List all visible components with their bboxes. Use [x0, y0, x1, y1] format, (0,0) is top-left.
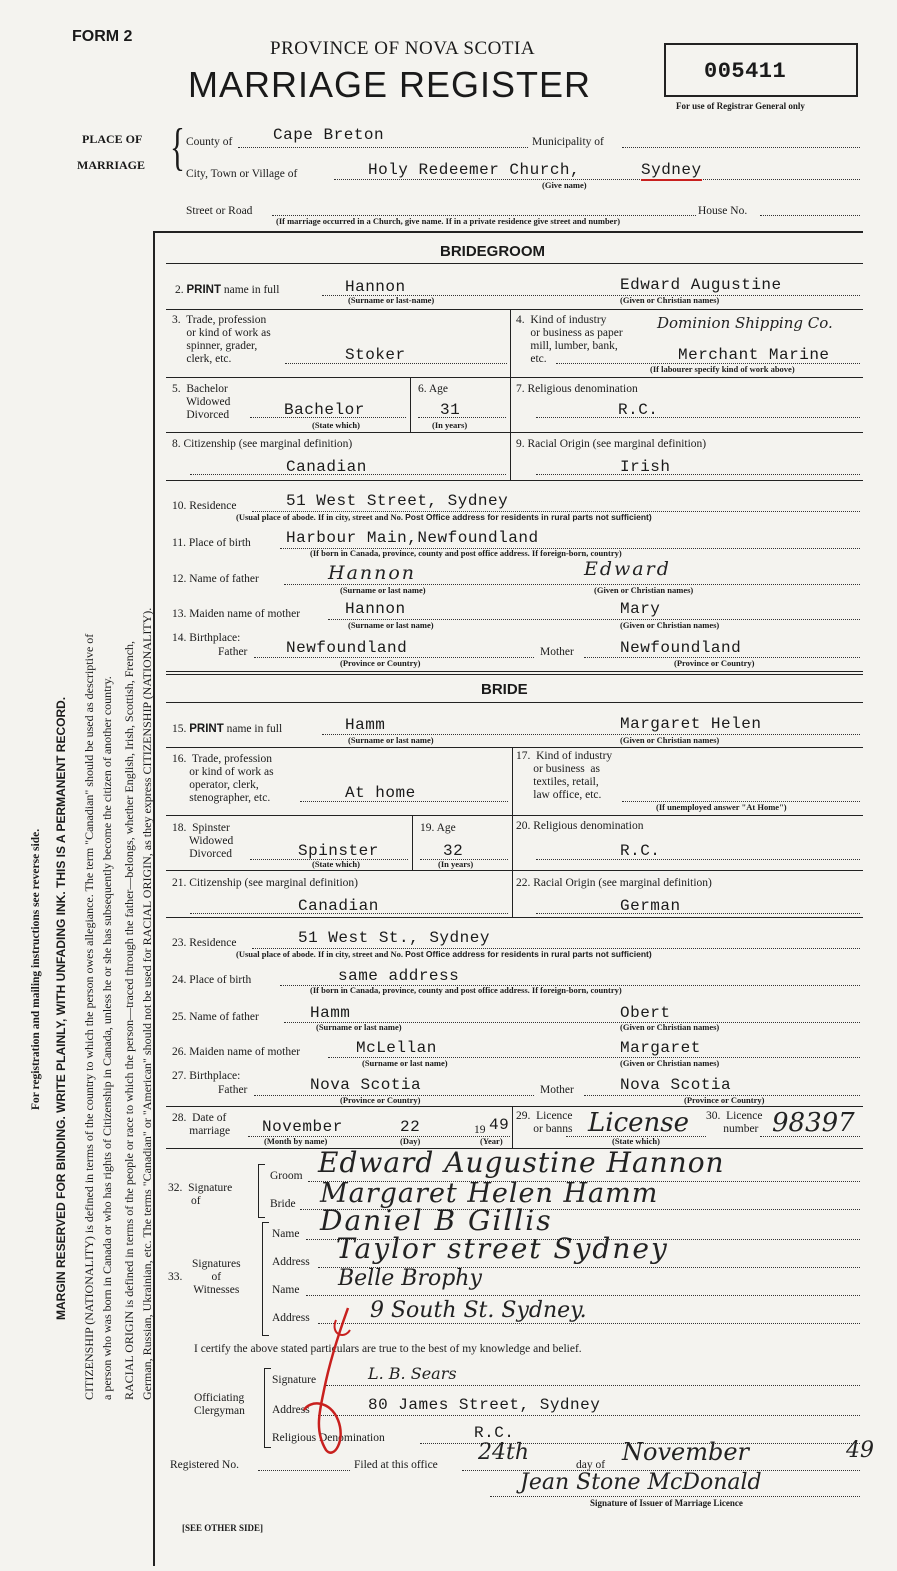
bride-name-label — [172, 723, 282, 736]
bride-bp-label: 27. Birthplace: — [172, 1070, 241, 1082]
issuer-signature: Jean Stone McDonald — [520, 1470, 762, 1495]
filed-year: 49 — [846, 1438, 874, 1463]
place-brace: { — [169, 119, 185, 176]
groom-bp-mother: Newfoundland — [620, 639, 742, 657]
wit2-address: 9 South St. Sydney. — [370, 1298, 587, 1323]
registration-number-box — [664, 43, 858, 97]
bride-citizenship: Canadian — [298, 897, 379, 915]
bride-bp-sub1: (Province or Country) — [340, 1095, 421, 1105]
bride-status-label: 18. Spinster Widowed Divorced — [172, 822, 234, 860]
county-line — [238, 147, 528, 148]
groom-trade-label: 3. Trade, profession or kind of work as spinner, grader, clerk, etc. — [172, 314, 271, 365]
filed-day: 24th — [478, 1440, 530, 1465]
street-label: Street or Road — [186, 205, 253, 217]
bride-residence: 51 West St., Sydney — [298, 929, 490, 947]
groom-rule-1 — [166, 263, 863, 264]
issuer-label: Signature of Issuer of Marriage Licence — [590, 1498, 743, 1508]
marriage-label: MARRIAGE — [77, 158, 145, 172]
groom-citizenship: Canadian — [286, 458, 367, 476]
bride-residence-sub — [236, 950, 652, 959]
clergy-brace — [264, 1368, 271, 1448]
month-sub: (Month by name) — [264, 1136, 328, 1146]
bride-rule-5 — [166, 917, 863, 918]
sidebar-racial-def-2: German, Russian, Ukrainian, etc. The terms "Canadian" or "American" should not be used for RACIAL ORIGIN, as they express CITIZENSHIP (NATIONALITY). — [140, 607, 154, 1400]
groom-age-line — [418, 417, 506, 418]
bride-surname-sub: (Surname or last name) — [348, 735, 434, 745]
place-label: PLACE OF — [82, 132, 143, 146]
bride-name-rest: name in full — [226, 723, 283, 735]
licence-value: License — [588, 1108, 690, 1138]
groom-age-sub: (In years) — [432, 420, 468, 430]
sidebar-permanent-record: MARGIN RESERVED FOR BINDING. WRITE PLAINLY, WITH UNFADING INK. THIS IS A PERMANENT RECORD. — [54, 696, 68, 1320]
groom-name-rest: name in full — [223, 284, 280, 296]
certify-text: I certify the above stated particulars are true to the best of my knowledge and belief. — [194, 1343, 582, 1355]
groom-father-sub1: (Surname or last name) — [340, 585, 426, 595]
wit1-name: Daniel B Gillis — [320, 1204, 553, 1237]
groom-sig-label: Groom — [270, 1170, 303, 1182]
clergy-religion: R.C. — [474, 1424, 515, 1442]
bride-name-num: 15. — [172, 723, 187, 735]
filed-month: November — [622, 1438, 750, 1466]
bride-racial-line — [536, 913, 860, 914]
groom-age: 31 — [440, 401, 461, 419]
groom-vr-age — [410, 377, 411, 432]
groom-birth-label: 11. Place of birth — [172, 537, 251, 549]
clergy-signature: L. B. Sears — [368, 1364, 457, 1383]
bride-industry-label: 17. Kind of industry or business as textiles, retail, law office, etc. — [516, 750, 613, 801]
sidebar-citizenship-def: CITIZENSHIP (NATIONALITY) is defined in terms of the country to which the person owes allegiance. The term "Canadian" should be used as descriptive of — [82, 633, 96, 1400]
licence-sub: (State which) — [612, 1136, 660, 1146]
marriage-year-prefix: 19 — [474, 1124, 486, 1136]
bride-citizenship-label: 21. Citizenship (see marginal definition) — [172, 877, 358, 889]
county-label: County of — [186, 136, 233, 148]
date-vr — [512, 1106, 513, 1148]
sidebar-citizenship-def-2: a person who was born in Canada or who has rights of Citizenship in Canada, unless he or she has subsequently become the citizen of another country. — [100, 676, 114, 1400]
wit-brace — [262, 1222, 269, 1336]
year-sub: (Year) — [480, 1136, 503, 1146]
county-value: Cape Breton — [273, 126, 385, 144]
groom-mother-surname: Hannon — [345, 600, 406, 618]
groom-rule-end-b — [166, 674, 863, 675]
groom-residence-sub1: (Usual place of abode. If in city, street and No. — [236, 512, 404, 522]
city-value-2: Sydney — [641, 161, 702, 179]
registered-line — [258, 1470, 350, 1471]
groom-bp-sub2: (Province or Country) — [674, 658, 755, 668]
groom-print-label: PRINT — [186, 284, 221, 296]
groom-racial-label: 9. Racial Origin (see marginal definition) — [516, 438, 707, 450]
municipality-label: Municipality of — [532, 136, 604, 148]
marriage-day: 22 — [400, 1118, 421, 1136]
bride-print-label: PRINT — [189, 723, 224, 735]
day-of-label: day of — [576, 1459, 606, 1471]
groom-rule-2 — [166, 309, 863, 310]
groom-trade: Stoker — [345, 346, 406, 364]
groom-citizenship-label: 8. Citizenship (see marginal definition) — [172, 438, 353, 450]
groom-racial: Irish — [620, 458, 671, 476]
sidebar-mailing-note: For registration and mailing instructions see reverse side. — [30, 828, 42, 1110]
date-label: 28. Date of marriage — [172, 1112, 231, 1137]
bride-bp-father: Nova Scotia — [310, 1076, 422, 1094]
give-name-note: (Give name) — [542, 180, 587, 190]
groom-father-sub2: (Given or Christian names) — [594, 585, 694, 595]
bride-bp-mother-label: Mother — [540, 1084, 574, 1096]
groom-mother-label: 13. Maiden name of mother — [172, 608, 301, 620]
groom-father-label: 12. Name of father — [172, 573, 259, 585]
bride-religion-line — [536, 859, 860, 860]
clergy-address: 80 James Street, Sydney — [368, 1396, 601, 1414]
bride-sig-label: Bride — [270, 1198, 296, 1210]
bride-residence-label: 23. Residence — [172, 937, 237, 949]
bride-father-given: Obert — [620, 1004, 671, 1022]
groom-father-given: Edward — [584, 558, 671, 580]
bride-birth-label: 24. Place of birth — [172, 974, 252, 986]
groom-residence: 51 West Street, Sydney — [286, 492, 509, 510]
bride-birth: same address — [338, 967, 460, 985]
groom-industry-hand: Dominion Shipping Co. — [657, 314, 833, 332]
city-value: Holy Redeemer Church, — [368, 161, 581, 179]
bride-bp-father-label: Father — [218, 1084, 248, 1096]
registered-label: Registered No. — [170, 1459, 239, 1471]
groom-rule-3 — [166, 377, 863, 378]
wit1-address: Taylor street Sydney — [336, 1232, 669, 1265]
groom-industry-sub: (If labourer specify kind of work above) — [650, 364, 795, 374]
form-number: FORM 2 — [72, 28, 133, 45]
licence-label: 29. Licence or banns — [516, 1110, 573, 1135]
wit2-address-label: Address — [272, 1312, 310, 1324]
groom-racial-line — [536, 474, 860, 475]
groom-name-num: 2. — [175, 284, 184, 296]
groom-bp-mother-label: Mother — [540, 646, 574, 658]
bride-rule-2 — [166, 747, 863, 748]
licence-number-label: 30. Licence number — [706, 1110, 763, 1135]
clergy-address-line — [318, 1415, 860, 1416]
bride-signature: Margaret Helen Hamm — [320, 1178, 659, 1209]
page-title: MARRIAGE REGISTER — [188, 64, 592, 105]
red-check-mark — [300, 1300, 360, 1460]
bride-mother-sub1: (Surname or last name) — [362, 1058, 448, 1068]
bride-given-sub: (Given or Christian names) — [620, 735, 720, 745]
groom-vr-1 — [510, 309, 511, 480]
section-bridegroom: BRIDEGROOM — [440, 243, 545, 260]
bride-surname: Hamm — [345, 716, 386, 734]
city-label: City, Town or Village of — [186, 168, 298, 180]
bride-trade: At home — [345, 784, 416, 802]
registrar-note: For use of Registrar General only — [676, 101, 805, 111]
municipality-line — [622, 147, 860, 148]
bride-bp-mother: Nova Scotia — [620, 1076, 732, 1094]
bride-mother-sub2: (Given or Christian names) — [620, 1058, 720, 1068]
bride-vr-1 — [512, 747, 513, 917]
bride-religion-label: 20. Religious denomination — [516, 820, 644, 832]
registration-number: 005411 — [704, 59, 787, 84]
groom-bp-sub1: (Province or Country) — [340, 658, 421, 668]
bride-age-sub: (In years) — [438, 859, 474, 869]
bride-father-surname: Hamm — [310, 1004, 351, 1022]
groom-surname: Hannon — [345, 278, 406, 296]
bride-trade-label: 16. Trade, profession or kind of work as operator, clerk, stenographer, etc. — [172, 753, 274, 804]
bride-age-label: 19. Age — [420, 822, 456, 834]
clergy-label: Officiating Clergyman — [194, 1392, 245, 1417]
wit2-address-line — [318, 1323, 860, 1324]
signature-label: 32. Signature of — [168, 1182, 233, 1207]
wit1-address-label: Address — [272, 1256, 310, 1268]
groom-rule-end-a — [166, 671, 863, 672]
bride-residence-sub1: (Usual place of abode. If in city, street and No. — [236, 949, 404, 959]
bride-vr-age — [412, 815, 413, 870]
bride-religion: R.C. — [620, 842, 661, 860]
bride-mother-surname: McLellan — [356, 1039, 437, 1057]
bride-given: Margaret Helen — [620, 715, 762, 733]
bride-status: Spinster — [298, 842, 379, 860]
bride-rule-1 — [166, 702, 863, 703]
groom-father-surname: Hannon — [328, 562, 417, 584]
sidebar-racial-def: RACIAL ORIGIN is defined in terms of the people or race to which the person—traced through the father—belongs, whether English, Irish, Scottish, French, — [122, 640, 136, 1400]
groom-industry-label: 4. Kind of industry or business as paper mill, lumber, bank, etc. — [516, 314, 623, 365]
groom-bp-father: Newfoundland — [286, 639, 408, 657]
day-sub: (Day) — [400, 1136, 421, 1146]
groom-given: Edward Augustine — [620, 276, 782, 294]
bride-age: 32 — [443, 842, 464, 860]
groom-name-label — [175, 284, 279, 297]
groom-rule-5 — [166, 480, 863, 481]
frame-left — [153, 231, 155, 1566]
issuer-line — [490, 1496, 860, 1497]
see-other-side: [SEE OTHER SIDE] — [182, 1523, 264, 1533]
groom-industry: Merchant Marine — [678, 346, 830, 364]
groom-birth-sub: (If born in Canada, province, county and post office address. If foreign-born, country) — [310, 548, 622, 558]
groom-residence-sub — [236, 513, 652, 522]
groom-residence-label: 10. Residence — [172, 500, 237, 512]
groom-mother-given: Mary — [620, 600, 661, 618]
wit1-name-label: Name — [272, 1228, 300, 1240]
bride-birth-sub: (If born in Canada, province, county and post office address. If foreign-born, country) — [310, 985, 622, 995]
bride-rule-4 — [166, 870, 863, 871]
clergy-religion-label: Religious Denomination — [272, 1432, 385, 1444]
groom-religion: R.C. — [618, 401, 659, 419]
groom-status: Bachelor — [284, 401, 365, 419]
groom-mother-sub2: (Given or Christian names) — [620, 620, 720, 630]
groom-residence-sub2: Post Office address for residents in rural parts not sufficient) — [405, 512, 652, 522]
groom-mother-sub1: (Surname or last name) — [348, 620, 434, 630]
bride-racial-label: 22. Racial Origin (see marginal definition) — [516, 877, 712, 889]
bride-father-sub2: (Given or Christian names) — [620, 1022, 720, 1032]
groom-birth: Harbour Main,Newfoundland — [286, 529, 539, 547]
wit2-name-label: Name — [272, 1284, 300, 1296]
province-heading: PROVINCE OF NOVA SCOTIA — [270, 38, 536, 59]
street-note: (If marriage occurred in a Church, give name. If in a private residence give street and number) — [276, 216, 621, 226]
clergy-sig-line — [326, 1385, 860, 1386]
groom-status-sub: (State which) — [312, 420, 360, 430]
bride-status-sub: (State which) — [312, 859, 360, 869]
licence-number: 98397 — [772, 1108, 855, 1138]
groom-signature: Edward Augustine Hannon — [318, 1146, 725, 1179]
witness-label: Signatures of Witnesses — [192, 1258, 241, 1296]
section-bride: BRIDE — [481, 681, 528, 698]
witness-num: 33. — [168, 1271, 183, 1283]
bride-racial: German — [620, 897, 681, 915]
groom-age-label: 6. Age — [418, 383, 449, 395]
bride-industry-sub: (If unemployed answer "At Home") — [656, 802, 787, 812]
bride-rule-3 — [166, 815, 863, 816]
wit2-name: Belle Brophy — [338, 1266, 482, 1291]
bride-residence-sub2: Post Office address for residents in rural parts not sufficient) — [405, 949, 652, 959]
bride-father-sub1: (Surname or last name) — [316, 1022, 402, 1032]
marriage-year: 49 — [489, 1116, 510, 1134]
bride-rule-end — [166, 1106, 863, 1107]
clergy-address-label: Address — [272, 1404, 310, 1416]
house-label: House No. — [698, 205, 748, 217]
bride-mother-label: 26. Maiden name of mother — [172, 1046, 301, 1058]
groom-given-sub: (Given or Christian names) — [620, 295, 720, 305]
wit2-name-line — [306, 1295, 860, 1296]
city-line — [334, 179, 860, 180]
bride-father-label: 25. Name of father — [172, 1011, 259, 1023]
bride-bp-sub2: (Province or Country) — [684, 1095, 765, 1105]
frame-top — [153, 231, 863, 233]
groom-surname-sub: (Surname or last-name) — [348, 295, 435, 305]
house-line — [760, 215, 860, 216]
groom-religion-label: 7. Religious denomination — [516, 383, 638, 395]
groom-bp-father-label: Father — [218, 646, 248, 658]
groom-bp-label: 14. Birthplace: — [172, 632, 241, 644]
groom-religion-line — [536, 417, 860, 418]
marriage-month: November — [262, 1118, 343, 1136]
filed-label: Filed at this office — [354, 1459, 438, 1471]
groom-rule-4 — [166, 432, 863, 433]
clergy-sig-label: Signature — [272, 1374, 317, 1386]
groom-status-label: 5. Bachelor Widowed Divorced — [172, 383, 231, 421]
sig-brace — [258, 1164, 265, 1218]
bride-mother-given: Margaret — [620, 1039, 701, 1057]
